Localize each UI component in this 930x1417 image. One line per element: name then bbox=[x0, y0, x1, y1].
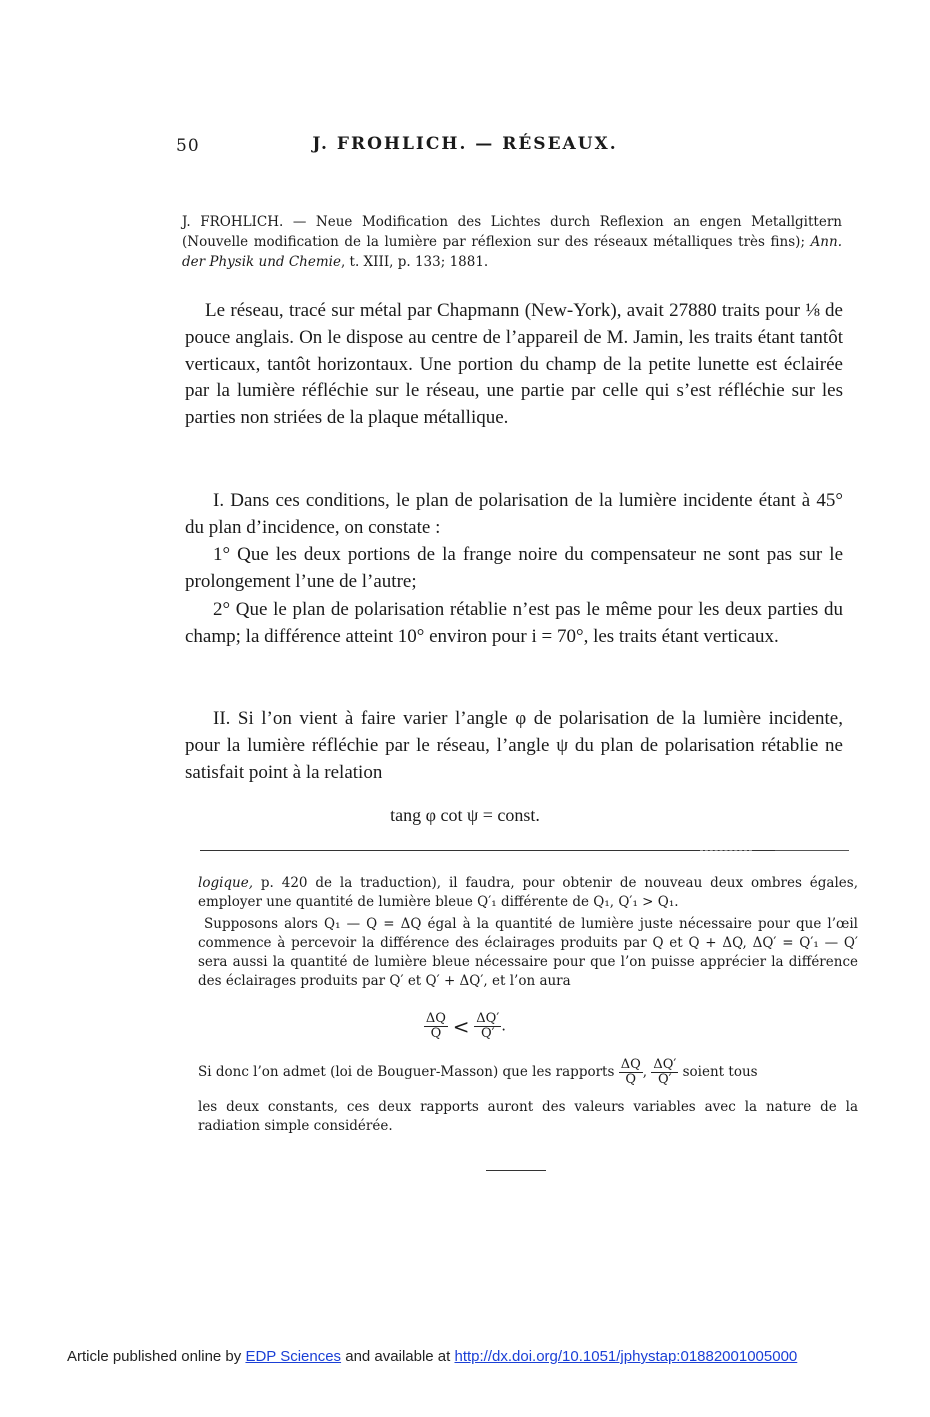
equation-tang-cot: tang φ cot ψ = const. bbox=[390, 805, 540, 825]
numerator: ΔQ bbox=[425, 1011, 446, 1026]
less-than-sign: < bbox=[452, 1014, 470, 1039]
doi-link[interactable]: http://dx.doi.org/10.1051/jphystap:01882001005000 bbox=[454, 1348, 798, 1365]
footnote-inequality bbox=[0, 1012, 930, 1041]
numerator: ΔQ′ bbox=[653, 1057, 677, 1072]
fraction bbox=[424, 1012, 448, 1041]
footnote-end: les deux constants, ces deux rapports auront des valeurs variables avec la nature de la radiation simple considérée. bbox=[198, 1099, 858, 1134]
denominator: Q bbox=[625, 1072, 637, 1087]
comma: , bbox=[642, 1064, 652, 1080]
denominator: Q bbox=[430, 1026, 442, 1041]
footnote-text: p. 420 de la traduction), il faudra, pour obtenir de nouveau deux ombres égales, employer une quantité de lumière bleue Q′₁ différente de Q₁, Q′₁ > Q₁. bbox=[198, 875, 858, 910]
denominator: Q′ bbox=[480, 1026, 495, 1041]
fraction bbox=[619, 1058, 643, 1087]
running-title: J. FROHLICH. — RÉSEAUX. bbox=[312, 134, 618, 154]
paragraph-section-ii: II. Si l’on vient à faire varier l’angle φ de polarisation de la lumière incidente, pour la lumière réfléchie par le réseau, l’angle ψ du plan de polarisation rétablie ne satisfait point à la relation bbox=[185, 708, 843, 783]
separator-dash bbox=[775, 850, 849, 851]
reference-journal: Ann. der Physik und Chemie bbox=[182, 234, 842, 270]
numerator: ΔQ bbox=[620, 1057, 641, 1072]
bibliographic-reference bbox=[182, 212, 842, 272]
paragraph-item-1: 1° Que les deux portions de la frange noire du compensateur ne sont pas sur le prolongement l’une de l’autre; bbox=[185, 544, 843, 592]
footnote-paragraph: Supposons alors Q₁ — Q = ΔQ égal à la quantité de lumière juste nécessaire pour que l’œil commence à percevoir la différence des éclairages produits par Q et Q + ΔQ, ΔQ′ = Q′₁ — Q′ sera aussi la quantité de lumière bleue nécessaire pour que l’on puisse apprécier la différence des éclairages produits par Q′ et Q′ + ΔQ′, et l’on aura bbox=[198, 916, 858, 989]
reference-author: J. FROHLICH. bbox=[182, 214, 284, 230]
publication-footer bbox=[67, 1348, 797, 1365]
reference-citation: , t. XIII, p. 133; 1881. bbox=[340, 254, 489, 270]
footer-middle: and available at bbox=[341, 1348, 455, 1365]
end-rule bbox=[486, 1170, 546, 1171]
page-number: 50 bbox=[176, 136, 200, 156]
fraction bbox=[651, 1058, 678, 1087]
footnote-continuation bbox=[198, 874, 858, 912]
period: . bbox=[501, 1016, 507, 1035]
paragraph-item-2: 2° Que le plan de polarisation rétablie n’est pas le même pour les deux parties du champ; la différence atteint 10° environ pour i = 70°, les traits étant verticaux. bbox=[185, 599, 843, 647]
footnote-text: soient tous bbox=[682, 1064, 758, 1080]
footnote-italic: logique, bbox=[198, 875, 254, 891]
numerator: ΔQ′ bbox=[476, 1011, 500, 1026]
denominator: Q′ bbox=[658, 1072, 672, 1087]
paragraph-section-i: I. Dans ces conditions, le plan de polarisation de la lumière incidente étant à 45° du plan d’incidence, on constate : bbox=[185, 490, 843, 538]
fraction bbox=[474, 1012, 501, 1041]
separator-dash bbox=[700, 850, 752, 851]
footnote-text: Si donc l’on admet (loi de Bouguer-Masson) que les rapports bbox=[198, 1064, 619, 1080]
paragraph-description: Le réseau, tracé sur métal par Chapmann (New-York), avait 27880 traits pour ⅛ de pouce anglais. On le dispose au centre de l’appareil de M. Jamin, les traits étant tantôt verticaux, tantôt horizontaux. Une portion du champ de la petite lunette est éclairée par la lumière réfléchie sur le réseau, une partie par celle qui s’est réfléchie sur les parties non striées de la plaque métallique. bbox=[185, 300, 843, 429]
footnote-conclusion bbox=[198, 1058, 858, 1087]
footer-prefix: Article published online by bbox=[67, 1348, 246, 1365]
publisher-link[interactable]: EDP Sciences bbox=[245, 1348, 342, 1365]
reference-title: — Neue Modification des Lichtes durch Reflexion an engen Metallgittern (Nouvelle modification de la lumière par réflexion sur des réseaux métalliques très fins); bbox=[182, 214, 842, 250]
